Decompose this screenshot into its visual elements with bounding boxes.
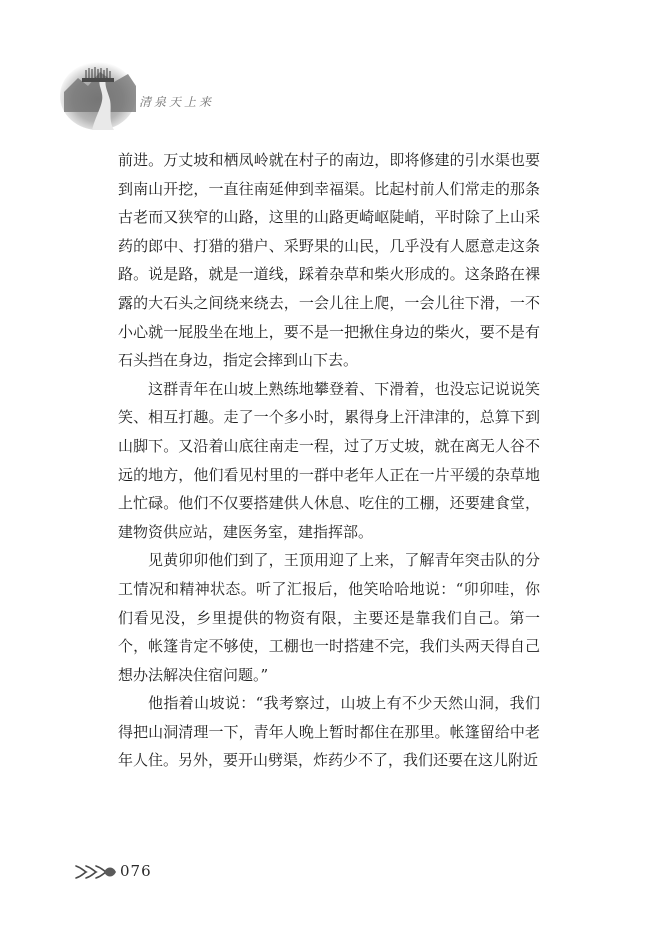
body-text bbox=[118, 146, 540, 775]
paragraph: 前进。万丈坡和栖凤岭就在村子的南边，即将修建的引水渠也要到南山开挖，一直往南延伸到幸福渠。比起村前人们常走的那条古老而又狭窄的山路，这里的山路更崎岖陡峭，平时除了上山采药的郎中、打猎的猎户、采野果的山民，几乎没有人愿意走这条路。说是路，就是一道线，踩着杂草和柴火形成的。这条路在裸露的大石头之间绕来绕去，一会儿往上爬，一会儿往下滑，一不小心就一屁股坐在地上，要不是一把揪住身边的柴火，要不是有石头挡在身边，指定会摔到山下去。 bbox=[118, 151, 540, 370]
book-title: 清泉天上来 bbox=[139, 95, 215, 109]
paragraph: 这群青年在山坡上熟练地攀登着、下滑着，也没忘记说说笑笑、相互打趣。走了一个多小时，累得身上汗津津的，总算下到山脚下。又沿着山底往南走一程，过了万丈坡，就在离无人谷不远的地方，他们看见村里的一群中老年人正在一片平缓的杂草地上忙碌。他们不仅要搭建供人休息、吃住的工棚，还要建食堂，建物资供应站，建医务室，建指挥部。 bbox=[118, 379, 540, 541]
page-number: 076 bbox=[120, 862, 152, 880]
paragraph: 他指着山坡说：“我考察过，山坡上有不少天然山洞，我们得把山洞清理一下，青年人晚上暂时都住在那里。帐篷留给中老年人住。另外，要开山劈渠，炸药少不了，我们还要在这儿附近 bbox=[118, 694, 540, 770]
paragraph: 见黄卯卯他们到了，王顶用迎了上来，了解青年突击队的分工情况和精神状态。听了汇报后，他笑哈哈地说：“卯卯哇，你们看见没，乡里提供的物资有限，主要还是靠我们自己。第一个，帐篷肯定不够使，工棚也一时搭建不完，我们头两天得自己想办法解决住宿问题。” bbox=[118, 551, 540, 684]
page-header bbox=[0, 0, 646, 140]
leaf-ornament-icon bbox=[74, 862, 118, 882]
mountain-path-illustration-icon bbox=[58, 52, 138, 132]
